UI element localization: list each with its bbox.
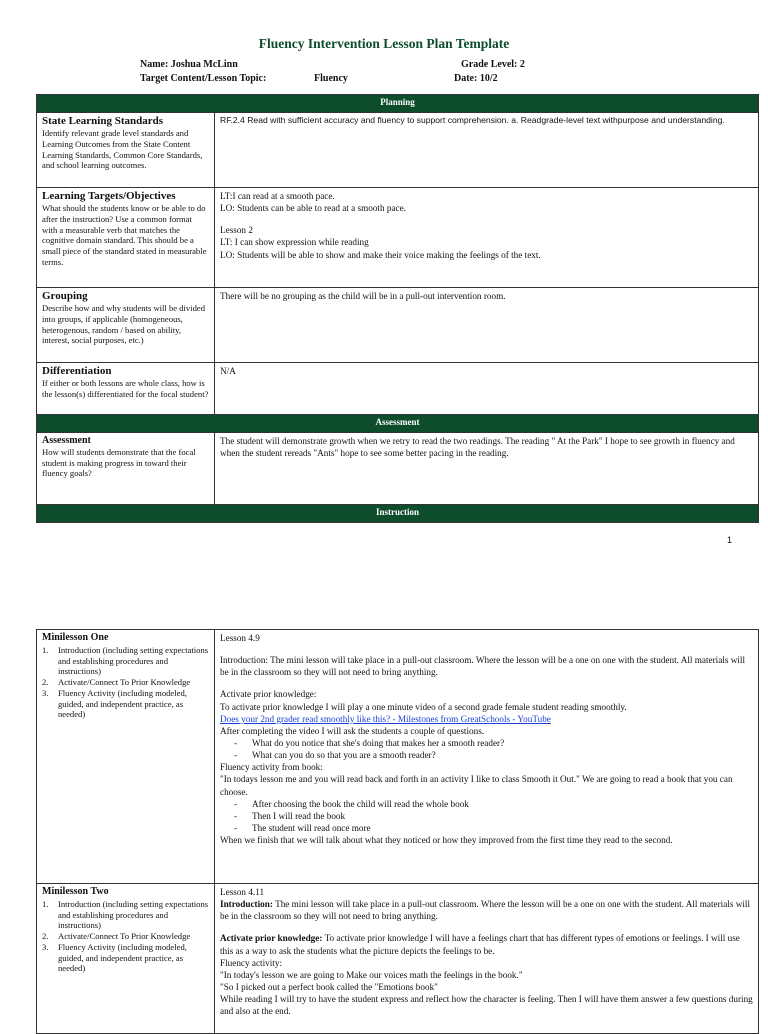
quote-line: "In today's lesson we are going to Make our voices math the feelings in the book." — [220, 969, 523, 980]
list-item: 2. Activate/Connect To Prior Knowledge — [42, 677, 191, 688]
list-item: - The student will read once more — [234, 822, 371, 833]
list-item: 1. Introduction (including setting expectations and establishing procedures and instructions) — [42, 899, 209, 931]
minilesson-two-title: Minilesson Two — [42, 886, 109, 897]
standards-desc: Identify relevant grade level standards and Learning Outcomes from the State Content Learning Standards, Common Core Standards, and school learning outcomes. — [42, 128, 203, 171]
differentiation-desc: If either or both lessons are whole class, how is the lesson(s) differentiated for the focal student? — [42, 378, 209, 399]
minilesson-two-label-cell — [37, 884, 215, 1034]
lesson-label: Lesson 4.9 — [220, 633, 260, 643]
minilesson-one-title: Minilesson One — [42, 632, 109, 643]
differentiation-content: N/A — [220, 366, 236, 376]
planning-table — [36, 94, 759, 523]
intro-text: Introduction: The mini lesson will take place in a pull-out classroom. Where the lesson will be a one on one with the student. All materials will be in the classroom so they will not need to bring anything. — [220, 655, 746, 678]
targets-desc: What should the students know or be able to do after the instruction? Use a common format with a measurable verb that matches the cognitive domain standard. This should be a small piece of the standard stated in measurable terms. — [42, 203, 207, 267]
list-item: 1. Introduction (including setting expectations and establishing procedures and instructions) — [42, 645, 209, 677]
list-item: 3. Fluency Activity (including modeled, guided, and independent practice, as needed) — [42, 941, 187, 974]
minilesson-one-steps — [42, 645, 209, 720]
assessment-title: Assessment — [42, 435, 91, 446]
list-item: - What can you do so that you are a smooth reader? — [234, 750, 436, 761]
name-label: Name: — [140, 59, 169, 70]
instruction-band: Instruction — [37, 505, 759, 523]
grouping-desc: Describe how and why students will be divided into groups, if applicable (homogeneous, heterogenous, random / based on ability, interest, social purposes, etc.) — [42, 303, 206, 346]
activate-text: To activate prior knowledge I will play a one minute video of a second grade female student reading smoothly. — [220, 701, 627, 712]
target-line: LO: Students will be able to show and make their voice making the feelings of the text. — [220, 249, 541, 260]
standards-row — [37, 113, 759, 188]
list-item: 3. Fluency Activity (including modeled, guided, and independent practice, as needed) — [42, 687, 187, 720]
list-item: - After choosing the book the child will read the whole book — [234, 798, 469, 809]
date-field — [454, 73, 498, 84]
assessment-content: The student will demonstrate growth when we retry to read the two readings. The reading " At the Park" I hope to see growth in fluency and when the student rereads "Ants" hope to see some better pacing in the reading. — [220, 436, 735, 459]
after-video-text: After completing the video I will ask the students a couple of questions. — [220, 725, 485, 736]
planning-band: Planning — [37, 95, 759, 113]
grouping-content: There will be no grouping as the child will be in a pull-out intervention room. — [220, 291, 506, 301]
grouping-content-cell — [215, 288, 759, 363]
grouping-label-cell — [37, 288, 215, 363]
grade-value: 2 — [519, 59, 525, 70]
standards-content-cell — [215, 113, 759, 188]
document-title: Fluency Intervention Lesson Plan Template — [258, 36, 510, 51]
assessment-content-cell — [215, 433, 759, 505]
target-line: LO: Students can be able to read at a smooth pace. — [220, 203, 406, 214]
topic-label: Target Content/Lesson Topic: — [140, 73, 267, 84]
list-item: - Then I will read the book — [234, 810, 346, 821]
target-line: Lesson 2 — [220, 225, 253, 236]
quote-line: "So I picked out a perfect book called the "Emotions book" — [220, 981, 438, 992]
minilesson-one-row — [37, 630, 759, 884]
list-item: 2. Activate/Connect To Prior Knowledge — [42, 931, 191, 942]
standards-label-cell — [37, 113, 215, 188]
minilesson-two-steps — [42, 899, 209, 974]
minilesson-one-label-cell — [37, 630, 215, 884]
assessment-desc: How will students demonstrate that the focal student is making progress in toward their fluency goals? — [42, 447, 196, 479]
video-link[interactable]: Does your 2nd grader read smoothly like this? - Milestones from GreatSchools - YouTube — [220, 713, 551, 724]
activate-text: Activate prior knowledge: To activate prior knowledge I will have a feelings chart that has different types of emotions or feelings. I will use this as a way to ask the students what the picture depicts the feelings to be. — [220, 933, 740, 956]
targets-content-cell — [215, 188, 759, 288]
target-line: LT: I can show expression while reading — [220, 237, 369, 248]
minilesson-two-content-cell — [215, 884, 759, 1034]
while-reading-text: While reading I will try to have the student express and reflect how the character is feeling. Then I will have them answer a few questions during and also at the end. — [220, 994, 753, 1017]
differentiation-title: Differentiation — [42, 365, 112, 377]
targets-row — [37, 188, 759, 288]
page-number: 1 — [727, 535, 733, 545]
intro-label: Introduction: — [220, 899, 273, 910]
activity-heading: Fluency activity: — [220, 957, 283, 968]
differentiation-row — [37, 363, 759, 415]
grade-field — [461, 59, 525, 70]
list-item: - What do you notice that she's doing that makes her a smooth reader? — [234, 737, 505, 748]
intro-text: Introduction: The mini lesson will take place in a pull-out classroom. Where the lesson will be a one on one with the student. All materials will be in the classroom so they will not need to bring anything. — [220, 899, 751, 922]
grouping-row — [37, 288, 759, 363]
differentiation-content-cell — [215, 363, 759, 415]
activate-heading: Activate prior knowledge: — [220, 689, 317, 700]
lesson-label: Lesson 4.11 — [220, 887, 265, 897]
standards-content: RF.2.4 Read with sufficient accuracy and fluency to support comprehension. a. Readgrade-level text withpurpose and understanding. — [220, 115, 725, 125]
grade-label: Grade Level: — [461, 59, 518, 70]
activity-quote: "In todays lesson me and you will read back and forth in an activity I like to class Smooth it Out." We are going to read a book that you can choose. — [220, 774, 733, 797]
instruction-table — [36, 629, 759, 1034]
target-line: LT:I can read at a smooth pace. — [220, 191, 335, 201]
name-value: Joshua McLinn — [170, 59, 238, 70]
targets-title: Learning Targets/Objectives — [42, 190, 176, 202]
minilesson-one-content-cell — [215, 630, 759, 884]
assessment-band: Assessment — [37, 415, 759, 433]
targets-label-cell — [37, 188, 215, 288]
date-value: 10/2 — [479, 73, 498, 84]
name-field — [140, 59, 238, 70]
activate-label: Activate prior knowledge: — [220, 933, 323, 944]
assessment-row — [37, 433, 759, 505]
date-label: Date: — [454, 73, 478, 84]
minilesson-two-row — [37, 884, 759, 1034]
differentiation-label-cell — [37, 363, 215, 415]
grouping-title: Grouping — [42, 290, 88, 302]
activity-heading: Fluency activity from book: — [220, 762, 323, 773]
closing-text: When we finish that we will talk about what they noticed or how they improved from the first time they read to the second. — [220, 835, 673, 846]
standards-title: State Learning Standards — [42, 115, 164, 127]
topic-value: Fluency — [314, 73, 348, 84]
assessment-label-cell — [37, 433, 215, 505]
